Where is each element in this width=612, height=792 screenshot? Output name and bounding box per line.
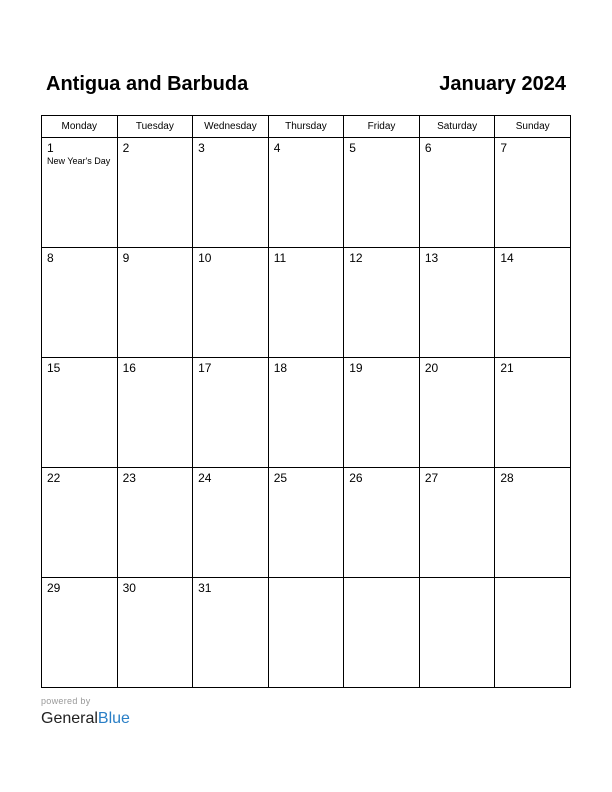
day-number: 26 [349,471,363,485]
day-cell [344,138,420,248]
day-number: 9 [122,251,130,265]
day-cell [268,468,344,578]
day-cell [495,138,571,248]
day-number: 18 [273,361,288,375]
day-number: 8 [47,251,54,265]
day-cell [193,468,269,578]
day-number: 30 [122,581,136,595]
day-number: 1 [47,141,54,155]
day-number: 7 [500,141,508,155]
weekday-header: Wednesday [193,116,269,138]
day-cell [42,578,118,688]
day-cell [495,248,571,358]
day-number: 28 [500,471,514,485]
week-row [42,248,571,358]
day-cell [42,468,118,578]
weekday-header: Sunday [495,116,571,138]
day-cell [419,578,495,688]
weekday-header: Saturday [419,116,495,138]
day-number: 2 [122,141,130,155]
day-cell [419,248,495,358]
day-cell [495,468,571,578]
footer [41,696,130,729]
day-number: 23 [122,471,136,485]
day-number: 20 [424,361,439,375]
day-cell [193,248,269,358]
day-cell [344,468,420,578]
week-row [42,468,571,578]
week-row [42,138,571,248]
day-cell [268,138,344,248]
day-cell [117,468,193,578]
day-cell [193,138,269,248]
day-number: 17 [198,361,212,375]
day-number: 27 [424,471,439,485]
day-cell [419,468,495,578]
day-cell [42,138,118,248]
weekday-header: Friday [344,116,420,138]
day-number: 13 [424,251,439,265]
calendar-grid [41,115,571,688]
country-title: Antigua and Barbuda [46,73,249,95]
weekday-header: Thursday [268,116,344,138]
day-number: 10 [198,251,212,265]
weekday-header: Tuesday [117,116,193,138]
day-number: 19 [349,361,363,375]
day-number: 12 [349,251,363,265]
day-number: 5 [349,141,356,155]
day-number: 11 [273,251,287,265]
day-number: 29 [47,581,61,595]
day-cell [117,358,193,468]
day-number: 16 [122,361,136,375]
day-cell [344,358,420,468]
logo-general-text: General [41,710,98,727]
day-cell [344,248,420,358]
day-number: 14 [500,251,514,265]
day-number: 4 [273,141,281,155]
week-row [42,578,571,688]
week-row [42,358,571,468]
day-cell [117,138,193,248]
day-number: 24 [198,471,212,485]
day-number: 22 [47,471,61,485]
day-number: 6 [424,141,432,155]
day-number: 31 [198,581,212,595]
month-title: January 2024 [439,73,566,95]
day-cell [268,358,344,468]
day-cell [42,248,118,358]
day-cell [344,578,420,688]
day-cell [193,358,269,468]
day-cell [193,578,269,688]
day-number: 3 [198,141,205,155]
day-cell [268,248,344,358]
powered-by-text: powered by [41,696,91,706]
logo-blue-text: Blue [97,710,130,727]
day-cell [495,358,571,468]
day-cell [495,578,571,688]
day-cell [268,578,344,688]
day-cell [117,578,193,688]
day-number: 15 [47,361,61,375]
day-number: 25 [273,471,288,485]
generalblue-logo[interactable] [41,709,130,729]
day-cell [42,358,118,468]
day-number: 21 [500,361,514,375]
day-cell [117,248,193,358]
weekday-header-row [42,116,571,138]
day-cell [419,358,495,468]
day-cell [419,138,495,248]
holiday-label: New Year's Day [47,156,111,166]
weekday-header: Monday [42,116,118,138]
